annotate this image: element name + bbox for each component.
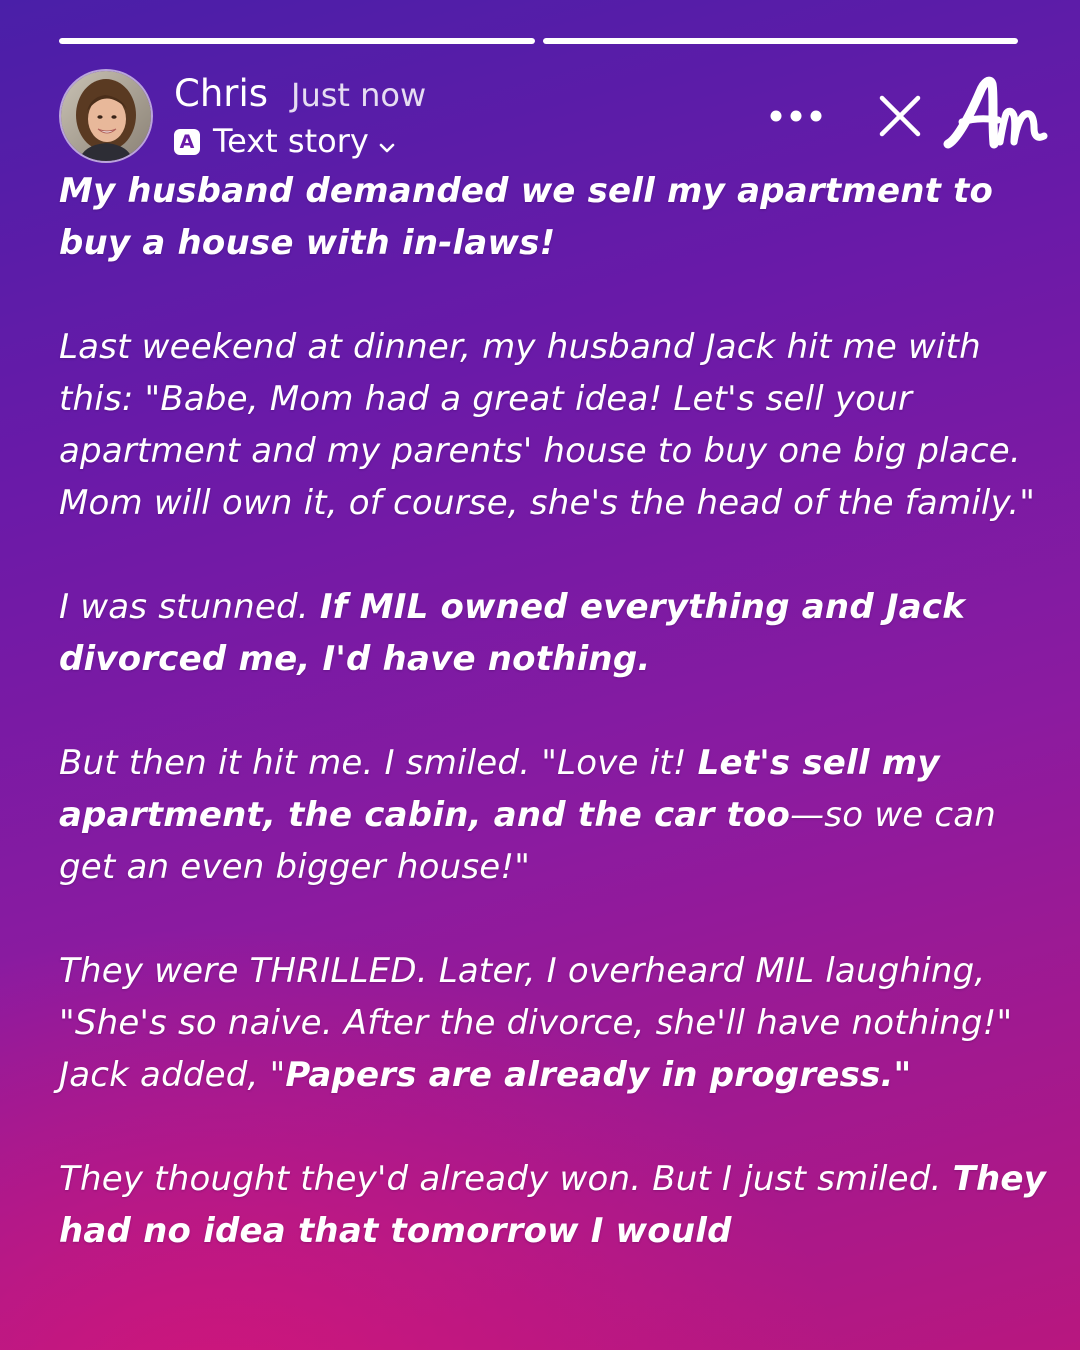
story-type-label: Text story [213,122,369,160]
chevron-down-icon [379,122,395,164]
story-paragraph-2 [59,581,1059,685]
more-dots-icon [768,109,824,123]
close-icon [878,94,922,138]
close-button[interactable] [872,88,928,144]
timestamp: Just now [291,76,427,114]
progress-fill-1 [59,38,535,44]
brand-logo-mark [940,70,1056,158]
story-paragraph-3-a: But then it hit me. I smiled. "Love it! [59,743,698,783]
brand-logo [940,70,1056,158]
text-story-icon: A [174,129,200,155]
avatar[interactable] [59,69,153,163]
progress-segment-2 [543,38,1019,44]
progress-fill-2 [543,38,1019,44]
story-paragraph-4-a: They were THRILLED. Later, I overheard MIL laughing, "She's so naive. After the divorce, she'll have nothing!" Jack added, " [59,951,1013,1095]
story-paragraph-4-b: Papers are already in progress." [285,1055,912,1095]
story-paragraph-5-b: They had no idea that tomorrow I would [59,1159,1046,1251]
story-paragraph-2-a: I was stunned. [59,587,320,627]
story-title [59,165,1059,269]
story-title-text: My husband demanded we sell my apartment to buy a house with in-laws! [59,171,994,263]
story-paragraph-3-b: Let's sell my apartment, the cabin, and the car too [59,743,940,835]
story-type-selector[interactable] [174,118,395,164]
story-paragraph-4 [59,945,1059,1101]
avatar-photo [61,71,151,161]
story-paragraph-5-a: They thought they'd already won. But I just smiled. [59,1159,953,1199]
more-options-button[interactable] [764,96,828,136]
story-paragraph-2-b: If MIL owned everything and Jack divorced me, I'd have nothing. [59,587,966,679]
story-paragraph-3 [59,737,1059,893]
author-name[interactable]: Chris [174,72,269,115]
story-text [59,165,1059,1309]
story-paragraph-3-c: —so we can get an even bigger house!" [59,795,997,887]
progress-segment-1 [59,38,535,44]
story-paragraph-1: Last weekend at dinner, my husband Jack hit me with this: "Babe, Mom had a great idea! Let's sell your apartment and my parents' house to buy one big place. Mom will own it, of course, she's the head of the family." [59,327,1036,523]
story-paragraph-5 [59,1153,1059,1257]
story-progress [59,38,1018,44]
